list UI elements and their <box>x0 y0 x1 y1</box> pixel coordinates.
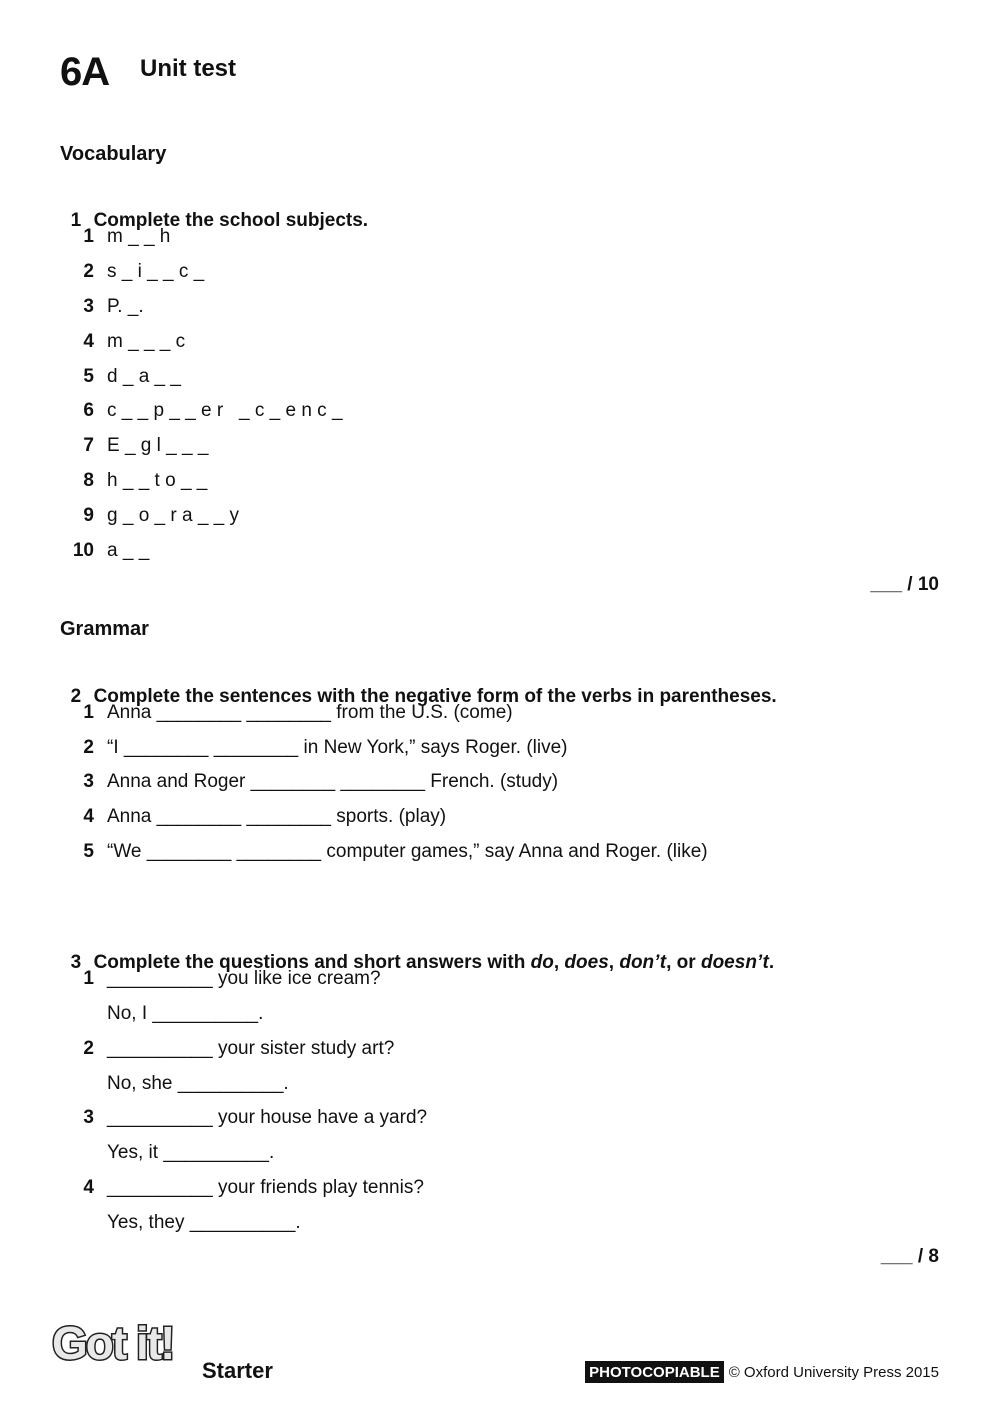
unit-title: Unit test <box>140 55 236 82</box>
word-do: do <box>530 952 554 973</box>
level-label: Starter <box>202 1358 273 1383</box>
list-item <box>60 470 207 492</box>
exercise-text-suffix: . <box>768 952 775 973</box>
item-number: 2 <box>83 1038 94 1059</box>
list-item <box>60 296 144 318</box>
item-number: 8 <box>83 470 94 491</box>
grammar-score[interactable]: ___ / 8 <box>880 1246 939 1267</box>
question-item <box>60 1107 427 1129</box>
answer-line[interactable]: No, I __________. <box>107 1003 264 1024</box>
vocabulary-score[interactable]: ___ / 10 <box>870 574 939 595</box>
question-text[interactable]: __________ you like ice cream? <box>107 968 381 989</box>
separator: , or <box>666 952 701 973</box>
question-text[interactable]: __________ your sister study art? <box>107 1038 395 1059</box>
exercise-number: 3 <box>70 952 82 973</box>
list-item <box>60 540 149 562</box>
question-item <box>60 1177 424 1199</box>
sentence-text[interactable]: “I ________ ________ in New York,” says Roger. (live) <box>107 737 568 758</box>
exercise-number: 1 <box>70 210 82 231</box>
item-number: 1 <box>83 702 94 723</box>
item-number: 1 <box>83 968 94 989</box>
word-does: does <box>564 952 609 973</box>
footer-copyright <box>585 1361 939 1383</box>
question-text[interactable]: __________ your house have a yard? <box>107 1107 428 1128</box>
grammar-heading: Grammar <box>60 618 149 640</box>
word-doesnt: doesn’t <box>700 952 769 973</box>
exercise-text: Complete the school subjects. <box>93 210 369 231</box>
question-text[interactable]: __________ your friends play tennis? <box>107 1177 424 1198</box>
list-item <box>60 771 558 793</box>
item-number: 4 <box>83 806 94 827</box>
item-number: 3 <box>83 771 94 792</box>
separator: , <box>553 952 565 973</box>
item-number: 2 <box>83 737 94 758</box>
question-item <box>60 968 381 990</box>
exercise-text: Complete the sentences with the negative form of the verbs in parentheses. <box>93 686 777 707</box>
list-item <box>60 841 708 863</box>
answer-line[interactable]: No, she __________. <box>107 1073 289 1094</box>
item-number: 10 <box>72 540 94 561</box>
item-number: 9 <box>83 505 94 526</box>
list-item <box>60 400 343 422</box>
logo-text: Got it! <box>52 1317 174 1368</box>
item-number: 3 <box>83 296 94 317</box>
list-item <box>60 226 170 248</box>
item-text[interactable]: P. _. <box>107 296 144 317</box>
list-item <box>60 505 239 527</box>
item-number: 2 <box>83 261 94 282</box>
list-item <box>60 261 204 283</box>
item-number: 6 <box>83 400 94 421</box>
item-number: 5 <box>83 841 94 862</box>
sentence-text[interactable]: “We ________ ________ computer games,” say Anna and Roger. (like) <box>107 841 708 862</box>
copyright-text: © Oxford University Press 2015 <box>728 1363 939 1381</box>
list-item <box>60 366 181 388</box>
exercise-text-prefix: Complete the questions and short answers with <box>93 952 531 973</box>
item-text[interactable]: a _ _ <box>107 540 150 561</box>
question-item <box>60 1038 394 1060</box>
item-number: 3 <box>83 1107 94 1128</box>
item-text[interactable]: d _ a _ _ <box>107 366 181 387</box>
answer-line[interactable]: Yes, it __________. <box>107 1142 275 1163</box>
list-item <box>60 702 513 724</box>
item-text[interactable]: g _ o _ r a _ _ y <box>107 505 240 526</box>
separator: , <box>608 952 620 973</box>
item-text[interactable]: E _ g l _ _ _ <box>107 435 209 456</box>
word-dont: don’t <box>619 952 667 973</box>
sentence-text[interactable]: Anna ________ ________ from the U.S. (come) <box>107 702 513 723</box>
item-text[interactable]: m _ _ h <box>107 226 171 247</box>
exercise-number: 2 <box>70 686 82 707</box>
vocabulary-heading: Vocabulary <box>60 143 167 165</box>
item-text[interactable]: m _ _ _ c <box>107 331 186 352</box>
item-text[interactable]: s _ i _ _ c _ <box>107 261 205 282</box>
item-number: 7 <box>83 435 94 456</box>
unit-code: 6A <box>60 50 110 94</box>
sentence-text[interactable]: Anna and Roger ________ ________ French. (study) <box>107 771 559 792</box>
item-number: 4 <box>83 1177 94 1198</box>
item-number: 1 <box>83 226 94 247</box>
list-item <box>60 331 185 353</box>
list-item <box>60 435 208 457</box>
item-number: 4 <box>83 331 94 352</box>
item-number: 5 <box>83 366 94 387</box>
got-it-logo <box>48 1314 182 1368</box>
item-text[interactable]: c _ _ p _ _ e r _ c _ e n c _ <box>107 400 343 421</box>
list-item <box>60 737 568 759</box>
list-item <box>60 806 446 828</box>
sentence-text[interactable]: Anna ________ ________ sports. (play) <box>107 806 447 827</box>
answer-line[interactable]: Yes, they __________. <box>107 1212 301 1233</box>
item-text[interactable]: h _ _ t o _ _ <box>107 470 208 491</box>
photocopiable-badge: PHOTOCOPIABLE <box>585 1361 724 1383</box>
